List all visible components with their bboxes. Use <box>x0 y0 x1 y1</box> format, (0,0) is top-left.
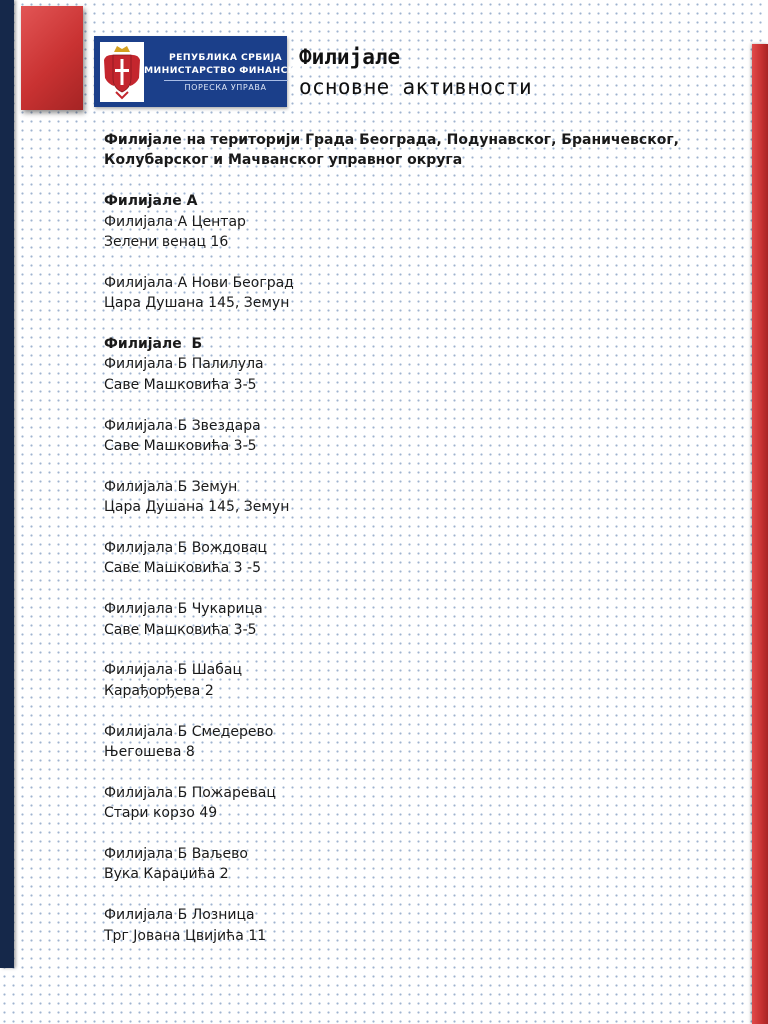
page-title <box>299 42 532 102</box>
left-decor-bar <box>0 0 14 968</box>
branch-item <box>104 477 724 518</box>
intro-line-2: Колубарског и Мачванског управног округа <box>104 152 463 169</box>
logo-line-republic: РЕПУБЛИКА СРБИЈА <box>169 52 283 63</box>
tax-administration-logo <box>94 36 308 107</box>
branch-address: Трг Јована Цвијића 11 <box>104 927 267 944</box>
branch-item <box>104 273 724 314</box>
branch-name: Филијала Б Звездара <box>104 417 261 434</box>
right-decor-bar <box>752 44 768 1024</box>
branch-name: Филијала Б Земун <box>104 478 238 495</box>
logo-line-ministry: МИНИСТАРСТВО ФИНАНСИЈА <box>144 65 308 76</box>
logo-line-tax-admin: ПОРЕСКА УПРАВА <box>164 80 288 92</box>
group-b <box>104 334 724 946</box>
branch-address: Саве Машковића 3-5 <box>104 438 257 455</box>
branch-address: Саве Машковића 3-5 <box>104 621 257 638</box>
branch-name: Филијала Б Пожаревац <box>104 784 276 801</box>
branch-name: Филијала А Центар <box>104 213 246 230</box>
branch-address: Карађорђева 2 <box>104 682 214 699</box>
title-line-2: основне активности <box>299 75 532 99</box>
branch-address: Вука Караџића 2 <box>104 866 229 883</box>
branch-item <box>104 354 724 395</box>
group-a <box>104 191 724 313</box>
branch-item <box>104 416 724 457</box>
branch-item <box>104 783 724 824</box>
document-body <box>104 130 724 966</box>
branch-address: Цара Душана 145, Земун <box>104 499 290 516</box>
branch-item <box>104 599 724 640</box>
branch-item <box>104 722 724 763</box>
branch-item <box>104 844 724 885</box>
branch-item <box>104 660 724 701</box>
branch-address: Саве Машковића 3 -5 <box>104 560 261 577</box>
branch-item <box>104 538 724 579</box>
branch-name: Филијала Б Смедерево <box>104 723 274 740</box>
intro-line-1: Филијале на територији Града Београда, Подунавског, Браничевског, <box>104 132 679 148</box>
branch-address: Цара Душана 145, Земун <box>104 295 290 312</box>
intro-heading <box>104 130 724 171</box>
group-title: Филијале А <box>104 193 198 210</box>
branch-address: Његошева 8 <box>104 744 195 761</box>
branch-address: Саве Машковића 3-5 <box>104 376 257 393</box>
branch-address: Стари корзо 49 <box>104 805 218 822</box>
branch-name: Филијала Б Ваљево <box>104 846 248 863</box>
branch-name: Филијала Б Вождовац <box>104 540 268 557</box>
serbian-coat-of-arms-icon <box>100 42 144 102</box>
branch-address: Зелени венац 16 <box>104 234 229 251</box>
branch-name: Филијала Б Шабац <box>104 662 242 679</box>
branch-item <box>104 905 724 946</box>
branch-name: Филијала Б Лозница <box>104 907 255 924</box>
branch-item <box>104 212 724 253</box>
branch-name: Филијала Б Палилула <box>104 356 264 373</box>
red-decor-block <box>21 6 83 110</box>
group-title: Филијале Б <box>104 336 203 353</box>
branch-name: Филијала А Нови Београд <box>104 274 294 291</box>
branch-name: Филијала Б Чукарица <box>104 601 263 618</box>
title-line-1: Филијале <box>299 45 401 69</box>
